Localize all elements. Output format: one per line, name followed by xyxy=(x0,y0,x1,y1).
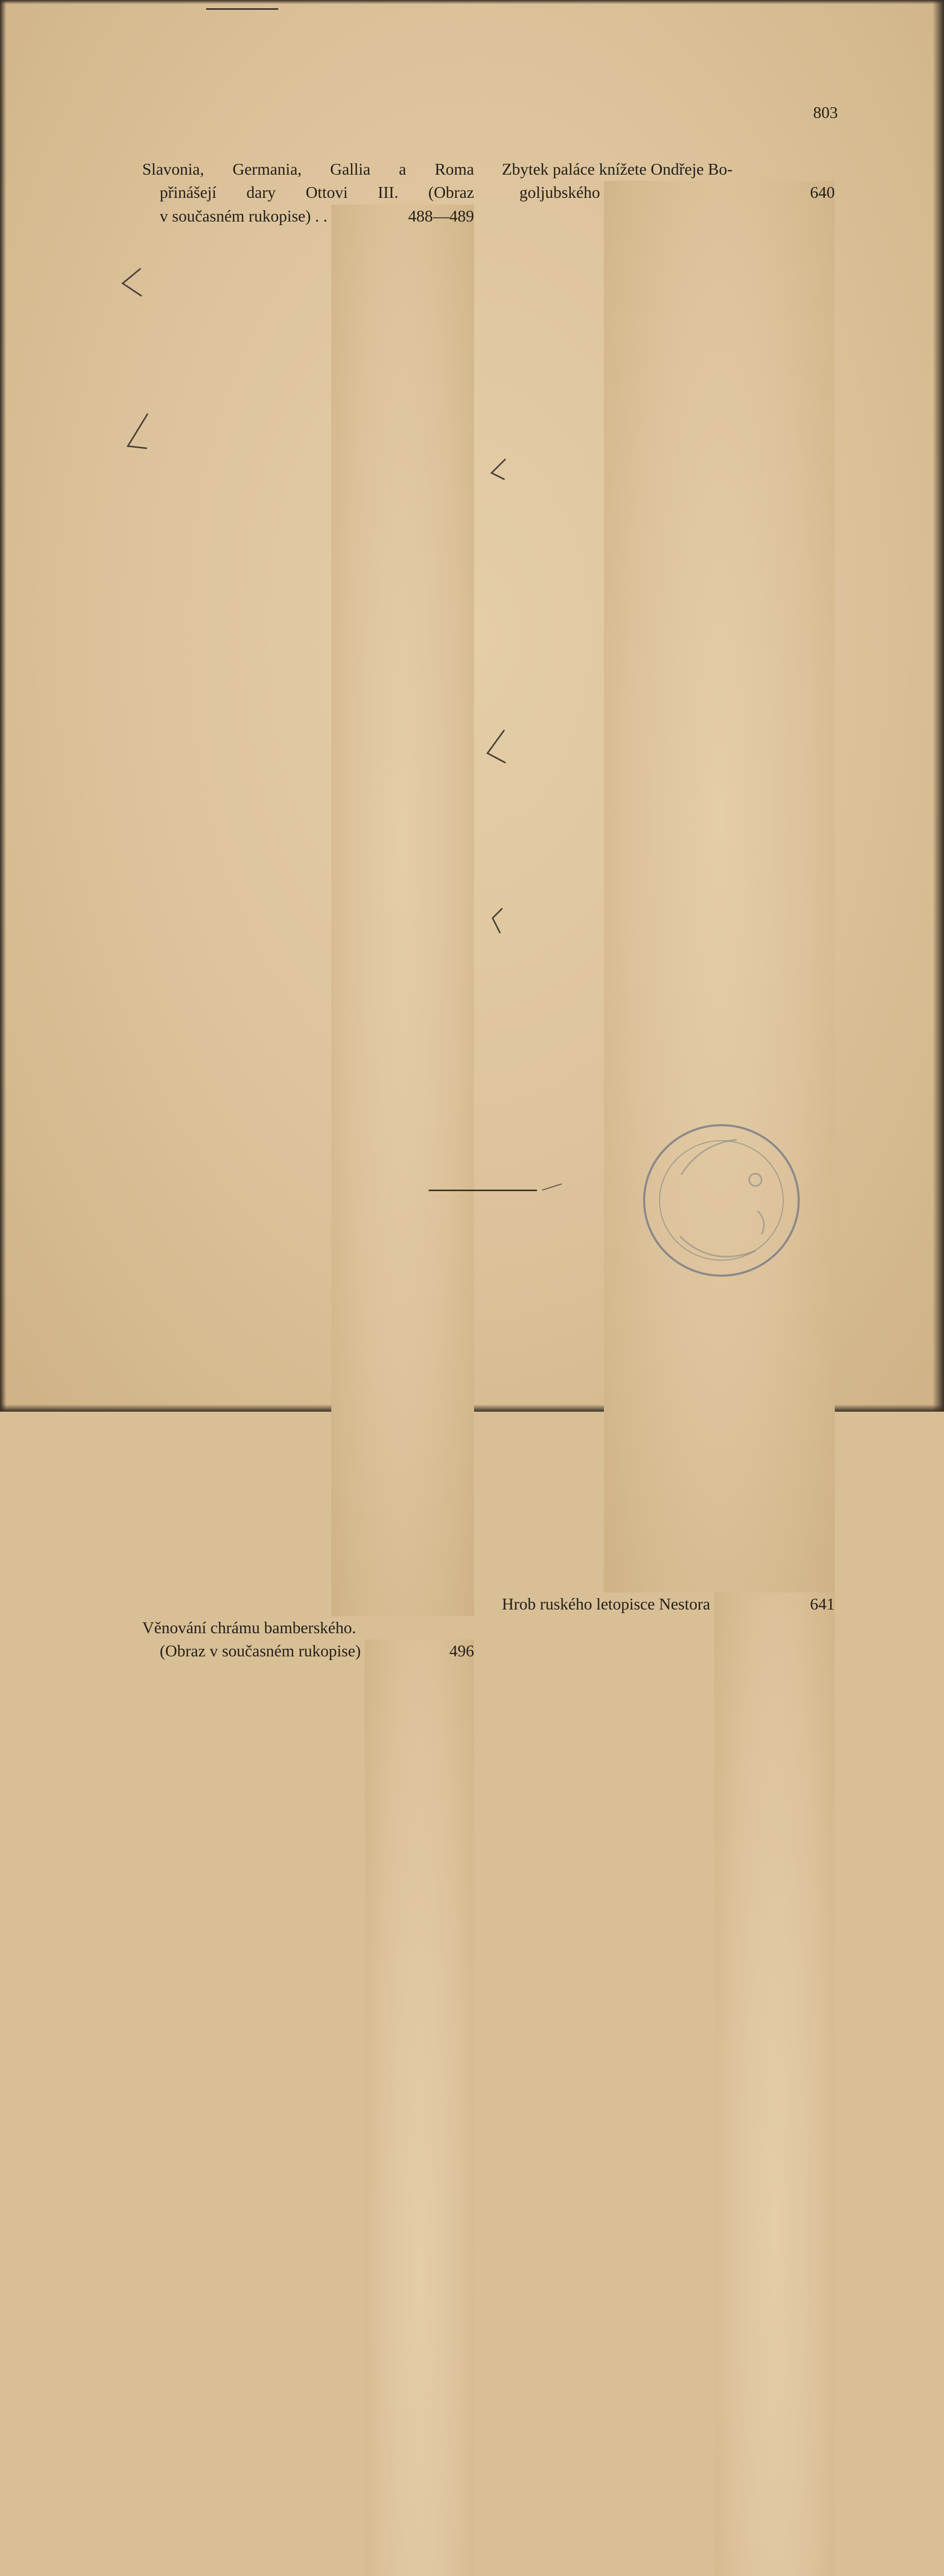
pencil-check-mark-icon xyxy=(484,728,507,765)
index-entry: Slavonia, Germania, Gallia a Roma přinášejí dary Ottovi III. (Obraz v současném rukopise) . . 488—489 xyxy=(142,158,474,1616)
index-entry: Věnování chrámu bamberského. (Obraz v současném rukopise) 496 xyxy=(142,1616,474,2576)
pencil-check-mark-icon xyxy=(124,412,149,453)
page-number: 803 xyxy=(813,103,838,122)
pencil-stroke xyxy=(541,1182,564,1192)
page-edge-shadow xyxy=(0,0,6,1412)
top-rule xyxy=(206,8,278,10)
pencil-check-mark-icon xyxy=(120,267,143,298)
left-column xyxy=(142,158,474,2576)
page-edge-shadow xyxy=(0,0,944,4)
index-entry: Hrob ruského letopisce Nestora 641 xyxy=(502,1592,835,2576)
right-column xyxy=(502,158,835,2576)
pencil-check-mark-icon xyxy=(490,907,505,936)
pencil-check-mark-icon xyxy=(488,457,507,481)
page-edge-shadow xyxy=(933,0,944,1412)
bottom-rule xyxy=(429,1190,537,1191)
library-stamp-icon xyxy=(634,1113,814,1283)
index-entry: Zbytek paláce knížete Ondřeje Bo- goljubského 640 xyxy=(502,158,835,1592)
